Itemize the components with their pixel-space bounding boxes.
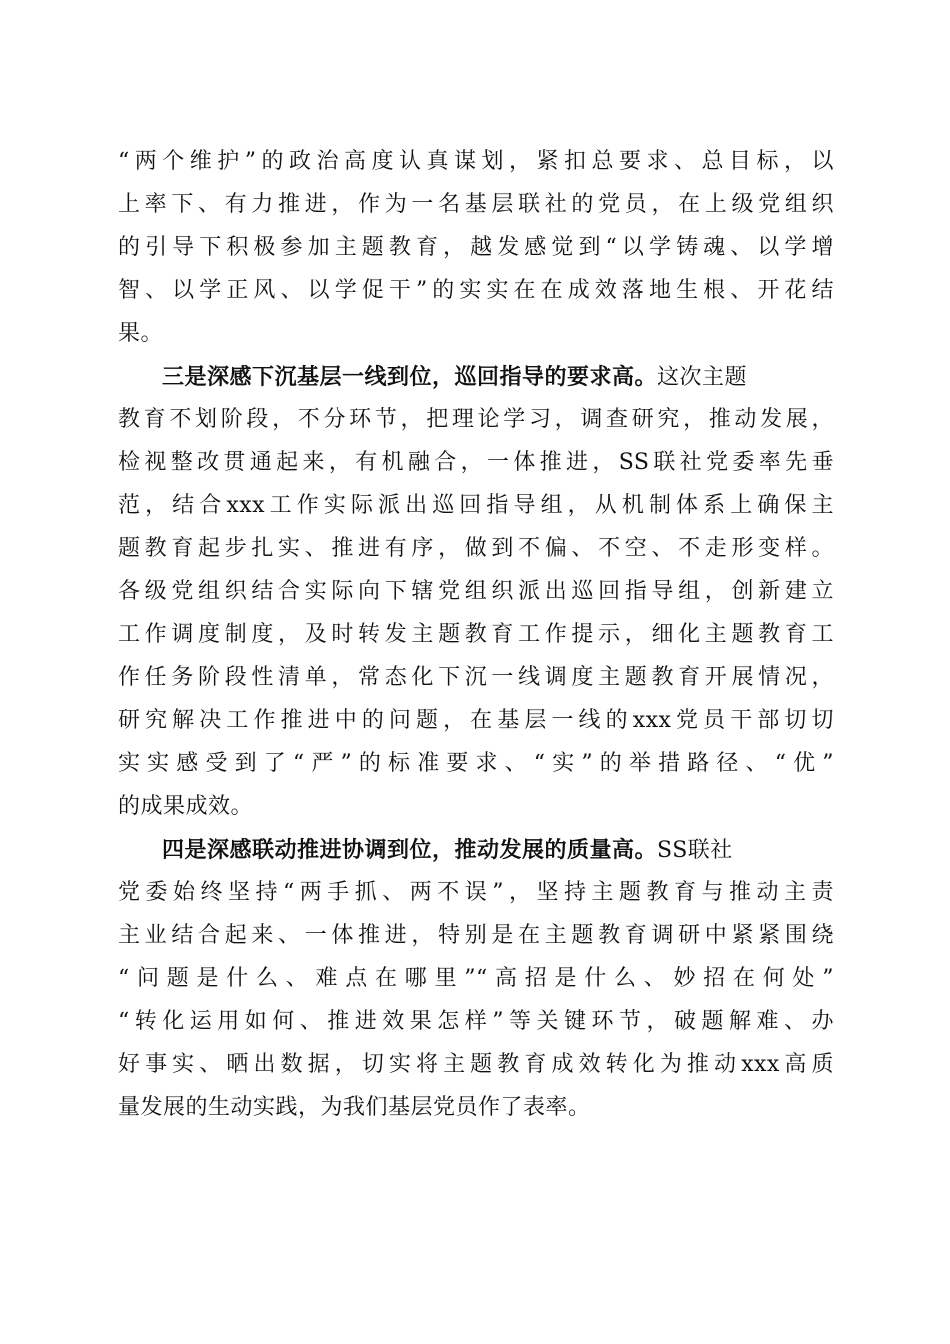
paragraph-3-line-1 xyxy=(162,835,834,865)
paragraph-2-line-11: 的成果成效。 xyxy=(118,794,254,819)
paragraph-2-line-10: 实实感受到了“严”的标准要求、“实”的举措路径、“优” xyxy=(118,751,834,776)
paragraph-2-first-line-rest: 这次主题 xyxy=(657,365,748,390)
paragraph-2-line-8: 作任务阶段性清单，常态化下沉一线调度主题教育开展情况， xyxy=(118,665,834,690)
paragraph-2-line-2: 教育不划阶段，不分环节，把理论学习，调查研究，推动发展， xyxy=(118,407,834,432)
paragraph-2-line-7: 工作调度制度，及时转发主题教育工作提示，细化主题教育工 xyxy=(118,622,834,647)
paragraph-2-line-3: 检视整改贯通起来，有机融合，一体推进，SS联社党委率先垂 xyxy=(118,450,834,475)
paragraph-2-line-6: 各级党组织结合实际向下辖党组织派出巡回指导组，创新建立 xyxy=(118,579,834,604)
paragraph-3-line-6: 好事实、晒出数据，切实将主题教育成效转化为推动xxx高质 xyxy=(118,1052,834,1077)
paragraph-3-line-5: “转化运用如何、推进效果怎样”等关键环节，破题解难、办 xyxy=(118,1009,834,1034)
paragraph-3-heading: 四是深感联动推进协调到位，推动发展的质量高。 xyxy=(162,837,658,863)
paragraph-2-line-5: 题教育起步扎实、推进有序，做到不偏、不空、不走形变样。 xyxy=(118,536,834,561)
paragraph-1-line-4: 智、以学正风、以学促干”的实实在在成效落地生根、开花结 xyxy=(118,278,834,303)
paragraph-2-line-4: 范，结合xxx工作实际派出巡回指导组，从机制体系上确保主 xyxy=(118,493,834,518)
paragraph-3-line-2: 党委始终坚持“两手抓、两不误”，坚持主题教育与推动主责 xyxy=(118,880,834,905)
paragraph-2-heading: 三是深感下沉基层一线到位，巡回指导的要求高。 xyxy=(162,364,658,390)
paragraph-1-line-5: 果。 xyxy=(118,321,164,346)
paragraph-3-line-7: 量发展的生动实践，为我们基层党员作了表率。 xyxy=(118,1095,591,1120)
paragraph-2-line-9: 研究解决工作推进中的问题，在基层一线的xxx党员干部切切 xyxy=(118,708,834,733)
paragraph-3-line-4: “问题是什么、难点在哪里”“高招是什么、妙招在何处” xyxy=(118,966,834,991)
paragraph-1-line-2: 上率下、有力推进，作为一名基层联社的党员，在上级党组织 xyxy=(118,192,834,217)
paragraph-3-line-3: 主业结合起来、一体推进，特别是在主题教育调研中紧紧围绕 xyxy=(118,923,834,948)
paragraph-1-line-1: “两个维护”的政治高度认真谋划，紧扣总要求、总目标，以 xyxy=(118,149,834,174)
paragraph-2-line-1 xyxy=(162,362,834,392)
paragraph-1-line-3: 的引导下积极参加主题教育，越发感觉到“以学铸魂、以学增 xyxy=(118,235,834,260)
paragraph-3-first-line-rest: SS联社 xyxy=(657,838,733,863)
